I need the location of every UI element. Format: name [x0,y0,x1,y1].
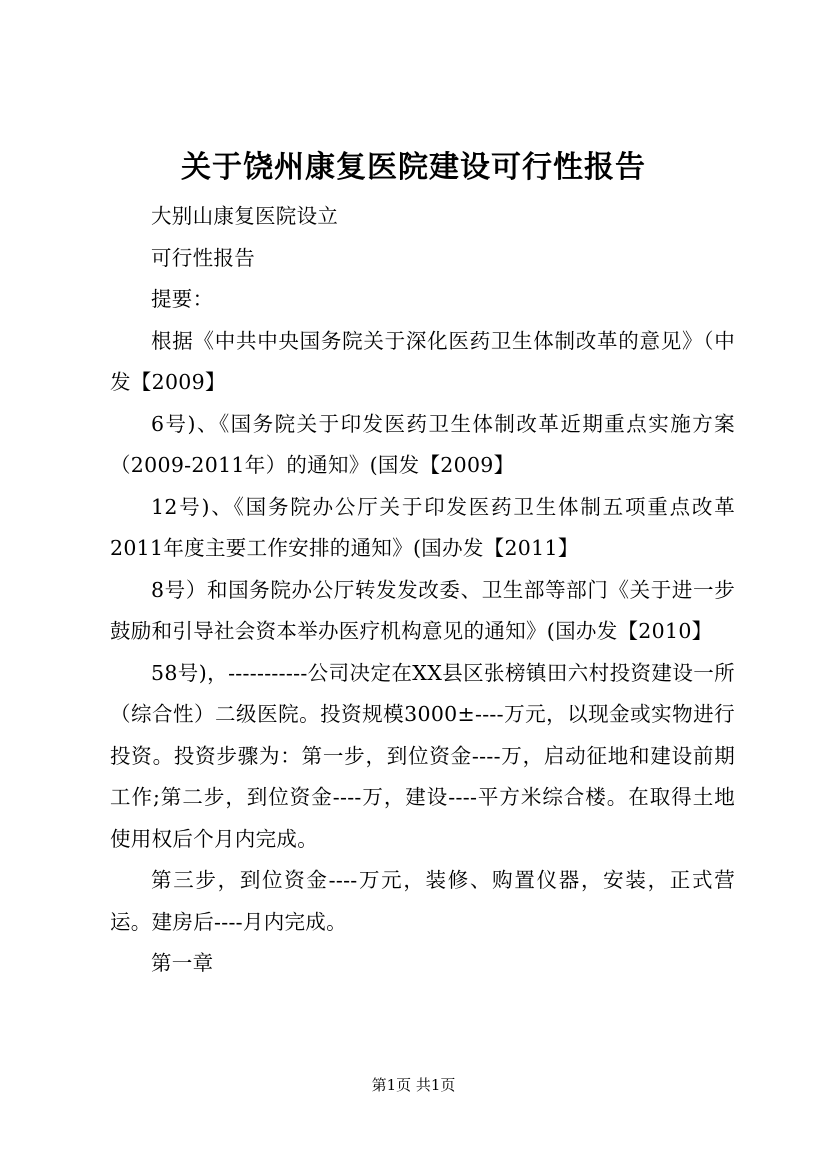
paragraph-basis-4: 8号）和国务院办公厅转发发改委、卫生部等部门《关于进一步鼓励和引导社会资本举办医疗机构意见的通知》(国办发【2010】 [110,577,735,643]
paragraph-report-label: 可行性报告 [151,245,255,270]
paragraph-basis-1: 根据《中共中央国务院关于深化医药卫生体制改革的意见》（中发【2009】 [110,328,735,394]
page-footer: 第1页 共1页 [371,1076,456,1094]
paragraph-basis-3: 12号)、《国务院办公厅关于印发医药卫生体制五项重点改革2011年度主要工作安排的通知》(国办发【2011】 [110,494,735,560]
paragraph-chapter-heading: 第一章 [151,951,214,975]
paragraph-step-three: 第三步，到位资金----万元，装修、购置仪器，安装，正式营运。建房后----月内完成。 [110,868,735,934]
paragraph-investment-plan: 58号)，-----------公司决定在XX县区张榜镇田六村投资建设一所（综合性）二级医院。投资规模3000±----万元，以现金或实物进行投资。投资步骤为：第一步，到位资金----万，启动征地和建设前期工作;第二步，到位资金----万，建设----平方米综合楼。在取得土地使用权后个月内完成。 [110,660,735,851]
paragraph-subject: 大别山康复医院设立 [151,204,339,228]
document-title: 关于饶州康复医院建设可行性报告 [181,150,646,185]
paragraph-basis-2: 6号)、《国务院关于印发医药卫生体制改革近期重点实施方案（2009-2011年）的通知》(国发【2009】 [110,411,735,477]
document-body [110,196,735,985]
paragraph-summary-heading: 提要： [151,287,214,311]
